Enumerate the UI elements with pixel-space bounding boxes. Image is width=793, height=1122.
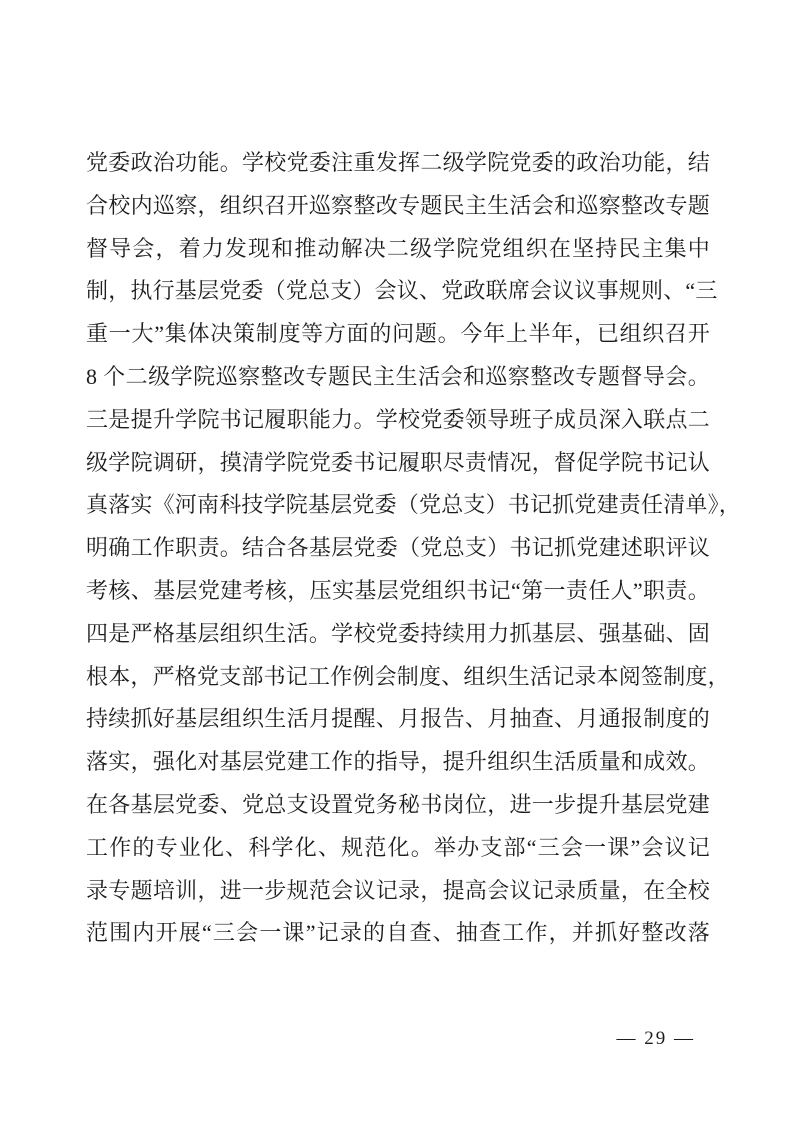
text-line: 范围内开展“三会一课”记录的自查、抽查工作，并抓好整改落 <box>86 920 710 946</box>
text-line: 录专题培训，进一步规范会议记录，提高会议记录质量，在全校 <box>86 877 710 903</box>
text-line: 制，执行基层党委（党总支）会议、党政联席会议议事规则、“三 <box>86 278 718 304</box>
text-line: 重一大”集体决策制度等方面的问题。今年上半年，已组织召开 <box>86 321 710 347</box>
text-line: 在各基层党委、党总支设置党务秘书岗位，进一步提升基层党建 <box>86 791 710 817</box>
text-line: 四是严格基层组织生活。学校党委持续用力抓基层、强基础、固 <box>86 620 710 646</box>
text-line: 合校内巡察，组织召开巡察整改专题民主生活会和巡察整改专题 <box>86 192 710 218</box>
text-line: 落实，强化对基层党建工作的指导，提升组织生活质量和成效。 <box>86 749 710 775</box>
text-line: 级学院调研，摸清学院党委书记履职尽责情况，督促学院书记认 <box>86 449 710 475</box>
text-line: 党委政治功能。学校党委注重发挥二级学院党委的政治功能，结 <box>86 150 710 175</box>
text-line: 三是提升学院书记履职能力。学校党委领导班子成员深入联点二 <box>86 406 710 432</box>
page-number: — 29 — <box>616 1028 695 1049</box>
text-line: 督导会，着力发现和推动解决二级学院党组织在坚持民主集中 <box>86 235 710 261</box>
body-text-block <box>86 142 742 955</box>
text-line: 工作的专业化、科学化、规范化。举办支部“三会一课”会议记 <box>86 834 710 860</box>
text-line: 考核、基层党建考核，压实基层党组织书记“第一责任人”职责。 <box>86 577 710 603</box>
text-line: 持续抓好基层组织生活月提醒、月报告、月抽查、月通报制度的 <box>86 706 710 732</box>
text-line: 明确工作职责。结合各基层党委（党总支）书记抓党建述职评议 <box>86 535 710 561</box>
text-line: 8 个二级学院巡察整改专题民主生活会和巡察整改专题督导会。 <box>86 363 710 389</box>
text-line: 根本，严格党支部书记工作例会制度、组织生活记录本阅签制度， <box>86 663 730 689</box>
text-line: 真落实《河南科技学院基层党委（党总支）书记抓党建责任清单》， <box>86 492 742 518</box>
